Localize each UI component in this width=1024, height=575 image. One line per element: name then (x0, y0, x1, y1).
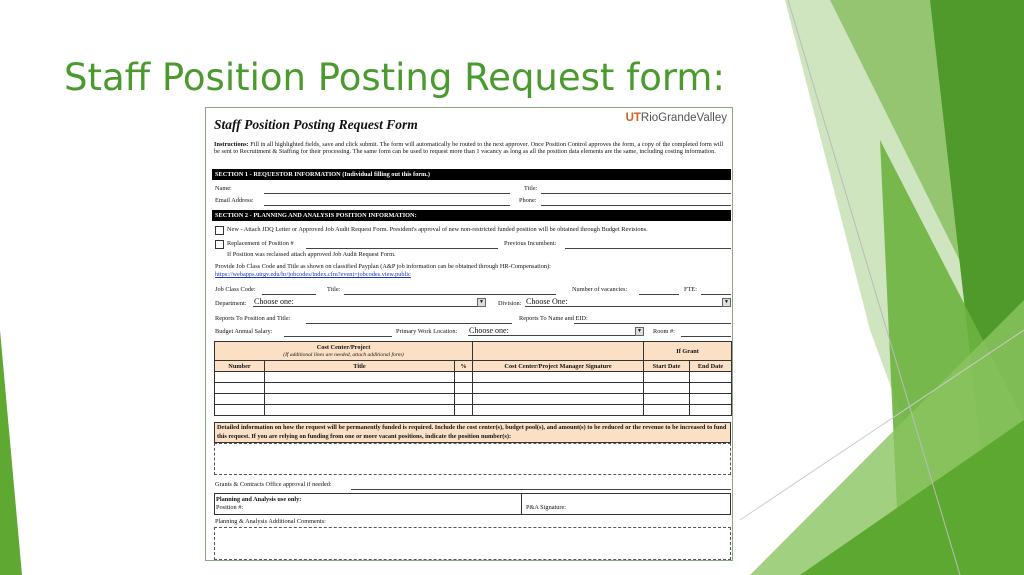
email-field[interactable] (264, 205, 510, 206)
reports-to-name-field[interactable] (574, 323, 731, 324)
new-position-label: New - Attach JDQ Letter or Approved Job Audit Request Form. President's approval of new non-restricted funded position will be obtained through Budget Revisions. (227, 226, 648, 233)
room-label: Room #: (653, 328, 675, 335)
name-field[interactable] (264, 193, 510, 194)
column-header: Cost Center/Project Manager Signature (473, 361, 644, 372)
job-title-label: Title: (327, 286, 341, 293)
department-label: Department: (215, 300, 247, 307)
salary-field[interactable] (284, 336, 392, 337)
column-header: Number (215, 361, 265, 372)
reports-to-name-label: Reports To Name and EID: (519, 315, 588, 322)
table-row (215, 372, 732, 383)
payplan-instructions: Provide Job Class Code and Title as shown on classified Payplan (A&P job information can be obtained through HR-Compensation): (215, 263, 551, 270)
pa-use-only-label: Planning and Analysis use only: (216, 496, 302, 503)
reclass-note: If Position was reclassed attach approved Job Audit Request Form. (227, 251, 396, 258)
job-class-label: Job Class Code: (215, 286, 256, 293)
name-label: Name: (215, 185, 232, 192)
phone-label: Phone: (519, 197, 537, 204)
payplan-link[interactable]: https://webapps.utrgv.edu/hr/jobcodes/index.cfm?event=jobcodes.view.public (215, 271, 411, 278)
cost-center-table (214, 341, 732, 416)
pa-comments-field[interactable] (214, 527, 731, 560)
form-image (205, 107, 733, 561)
work-location-select[interactable]: Choose one: ▼ (468, 326, 644, 336)
column-header: % (455, 361, 473, 372)
pa-signature-label: P&A Signature: (526, 504, 567, 511)
funding-detail-field[interactable] (214, 443, 731, 475)
cost-center-header: Cost Center/Project (If additional lines are needed, attach additional form) (215, 342, 473, 361)
email-label: Email Address: (215, 197, 254, 204)
previous-incumbent-label: Previous Incumbent: (504, 240, 557, 247)
form-title: Staff Position Posting Request Form (214, 117, 418, 132)
column-header: Title (265, 361, 455, 372)
division-label: Division: (498, 300, 522, 307)
table-row (215, 405, 732, 416)
division-select[interactable]: Choose One: ▼ (525, 297, 731, 307)
department-select[interactable]: Choose one: ▼ (253, 297, 486, 307)
fte-field[interactable] (701, 294, 731, 295)
phone-field[interactable] (541, 205, 731, 206)
table-header-row (215, 361, 732, 372)
utrgv-logo: UTRioGrandeValley (625, 112, 727, 124)
table-row (215, 394, 732, 405)
job-class-field[interactable] (262, 294, 316, 295)
job-title-field[interactable] (344, 294, 556, 295)
funding-detail-instructions: Detailed information on how the request will be permanently funded is required. Include the cost center(s), budget pool(s), and amount(s) to be reduced or the revenue to be increased to fund this request. If you are relying on funding from one or more vacant positions, indicate the position number(s): (214, 422, 731, 443)
reports-to-field[interactable] (306, 323, 512, 324)
title-label: Title: (524, 185, 538, 192)
column-header: End Date (690, 361, 732, 372)
work-location-label: Primary Work Location: (396, 328, 458, 335)
vacancies-field[interactable] (639, 294, 679, 295)
form-instructions: Instructions: Fill in all highlighted fields, save and click submit. The form will automatically be routed to the next approver. Once Position Control approves the form, a copy of the completed form will be sent to Recruitment & Staffing for their processing. The same form can be used to request more than 1 vacancy as long as all the position data elements are the same, including costing information. (214, 141, 724, 156)
salary-label: Budget Annual Salary: (215, 328, 273, 335)
room-field[interactable] (681, 336, 731, 337)
section1-header: SECTION 1 - REQUESTOR INFORMATION (Individual filling out this form.) (212, 169, 731, 180)
grants-approval-label: Grants & Contracts Office approval if needed: (215, 481, 332, 488)
fte-label: FTE: (684, 286, 697, 293)
reports-to-label: Reports To Position and Title: (215, 315, 291, 322)
chevron-down-icon: ▼ (635, 327, 644, 336)
replacement-checkbox[interactable] (215, 240, 224, 249)
chevron-down-icon: ▼ (477, 298, 486, 307)
replacement-label: Replacement of Position # (227, 240, 294, 247)
pa-comments-label: Planning & Analysis Additional Comments: (215, 518, 326, 525)
table-row (215, 383, 732, 394)
if-grant-header: If Grant (644, 342, 732, 361)
section2-header: SECTION 2 - PLANNING AND ANALYSIS POSITION INFORMATION: (212, 210, 731, 221)
previous-incumbent-field[interactable] (565, 248, 731, 249)
grants-approval-field[interactable] (351, 489, 731, 490)
slide-title: Staff Position Posting Request form: (64, 56, 725, 99)
title-field[interactable] (541, 193, 731, 194)
chevron-down-icon: ▼ (722, 298, 731, 307)
column-header: Start Date (644, 361, 690, 372)
position-number-label: Position #: (216, 504, 244, 511)
new-position-checkbox[interactable] (215, 226, 224, 235)
vacancies-label: Number of vacancies: (572, 286, 628, 293)
replacement-position-field[interactable] (306, 248, 498, 249)
